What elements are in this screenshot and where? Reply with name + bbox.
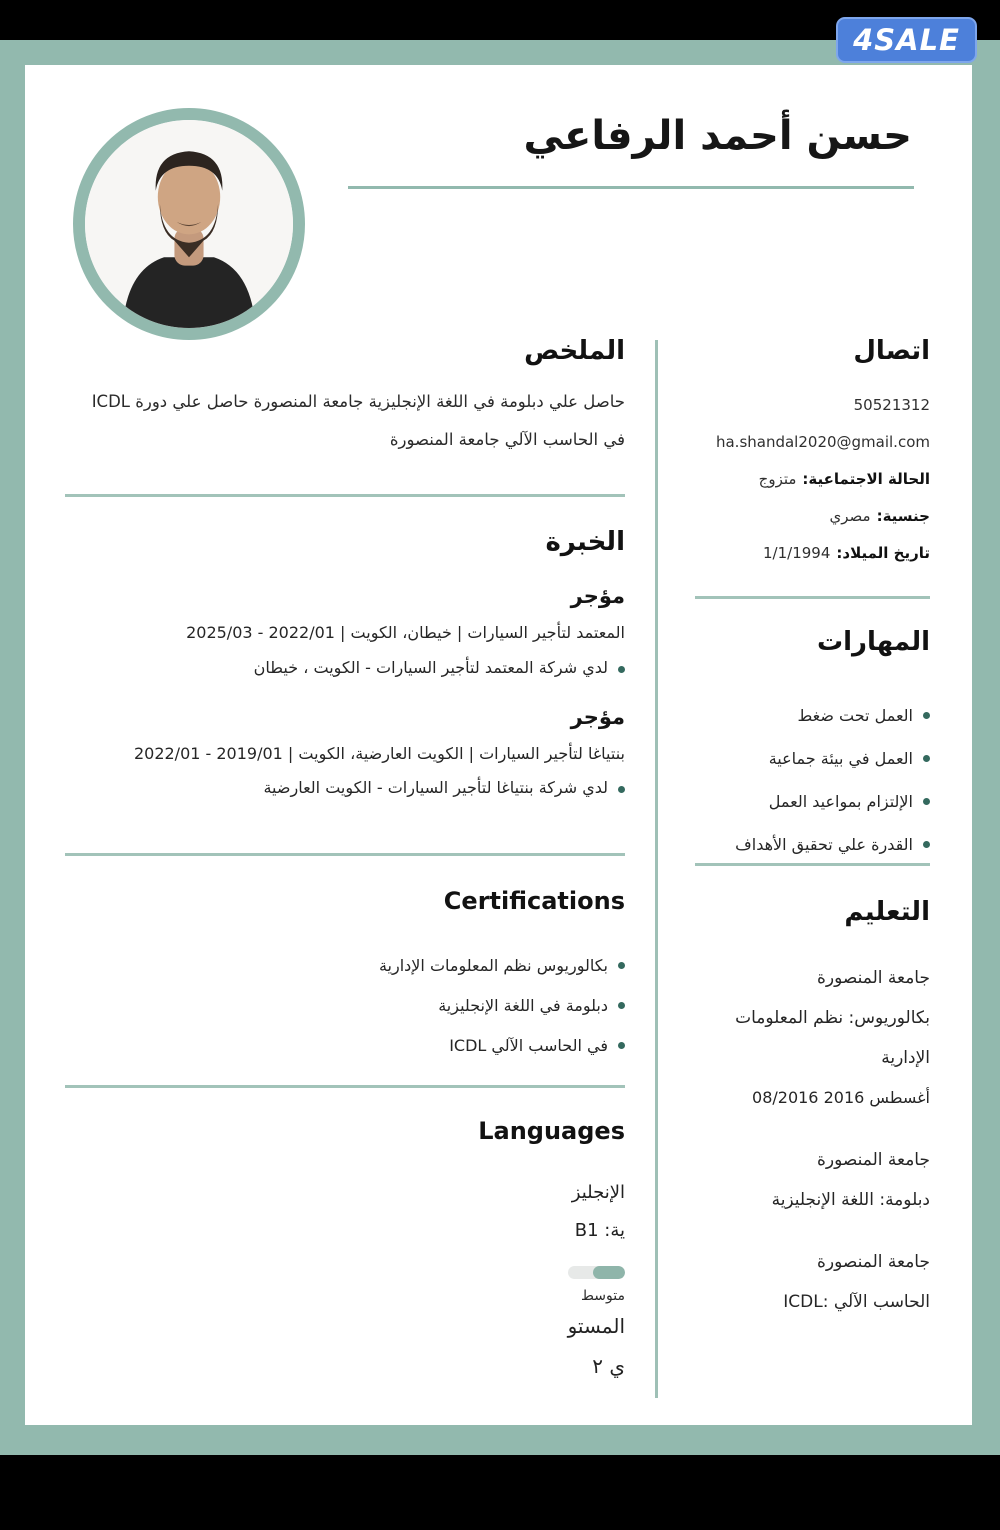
section-contact [695,336,930,572]
skill-text: العمل تحت ضغط [797,706,913,726]
section-experience [65,527,625,797]
certification-text: ICDL في الحاسب الآلي [449,1035,608,1055]
job-role: مؤجر [570,704,625,729]
experience-entry [65,705,625,797]
language-name-line2: ية: B1 [574,1219,625,1241]
marital-status-label: الحالة الاجتماعية: [802,470,930,489]
avatar-image [85,120,293,328]
certification-item [65,1026,625,1066]
section-divider [65,1085,625,1088]
email-address: ha.shandal2020@gmail.com [715,433,930,452]
bullet-dot-icon [618,1002,625,1009]
section-languages [65,1117,625,1384]
education-entry [695,958,930,1118]
nationality-row [695,498,930,535]
education-school: جامعة المنصورة [816,968,930,989]
summary-title: الملخص [524,336,625,366]
experience-title: الخبرة [545,527,625,557]
education-degree: دبلومة: اللغة الإنجليزية [771,1190,930,1211]
bullet-dot-icon [618,1042,625,1049]
certification-item [65,946,625,986]
skill-item [695,737,930,780]
section-divider [695,863,930,866]
skills-title: المهارات [816,627,930,657]
language-level-word: متوسط [581,1287,625,1304]
section-divider [65,494,625,497]
nationality-label: جنسية: [876,507,930,526]
skill-item [695,694,930,737]
section-divider [695,596,930,599]
bullet-dot-icon [923,755,930,762]
skill-text: العمل في بيئة جماعية [768,749,913,769]
language-name-line1: الإنجليز [571,1181,625,1203]
skills-list [695,694,930,866]
bullet-dot-icon [923,712,930,719]
marital-status-row [695,461,930,498]
bullet-dot-icon [618,786,625,793]
skill-text: الإلتزام بمواعيد العمل [768,792,913,812]
4sale-logo [836,17,977,63]
phone-number: 50521312 [853,396,930,415]
education-title: التعليم [844,897,930,927]
skill-text: القدرة علي تحقيق الأهداف [735,835,913,855]
skill-item [695,780,930,823]
bullet-dot-icon [618,962,625,969]
education-school: جامعة المنصورة [816,1252,930,1273]
certifications-list [65,946,625,1066]
bullet-dot-icon [923,798,930,805]
education-degree: ICDL: الحاسب الآلي [783,1292,930,1313]
job-bullet-text: لدي شركة بنتياغا لتأجير السيارات - الكويت العارضية [263,777,608,797]
job-meta: بنتياغا لتأجير السيارات | الكويت العارضية، الكويت | 2019/01 ‏- 2022/01 [133,743,625,763]
section-education [695,897,930,1322]
experience-entry [65,584,625,676]
certifications-title: Certifications [443,887,625,915]
birthdate-value: 1/1/1994 [763,544,831,563]
language-level-line2: ي ٢ [592,1353,625,1378]
education-entry [695,1140,930,1220]
nationality-value: مصري [829,507,871,526]
resume-card [25,65,972,1425]
language-level-line1: المستو [567,1313,625,1338]
certification-text: بكالوريوس نظم المعلومات الإدارية [378,955,608,975]
skill-item [695,823,930,866]
bullet-dot-icon [618,666,625,673]
section-skills [695,627,930,866]
marital-status-value: متزوج [758,470,797,489]
section-divider [65,853,625,856]
name-underline [348,186,914,189]
job-bullet-text: لدي شركة المعتمد لتأجير السيارات - الكويت ، خيطان [253,657,608,677]
certification-text: دبلومة في اللغة الإنجليزية [438,995,608,1015]
summary-text: حاصل علي دبلومة في اللغة الإنجليزية جامعة المنصورة حاصل علي دورة ICDL في الحاسب الآلي جامعة المنصورة [91,392,625,450]
section-certifications [65,887,625,1066]
job-role: مؤجر [570,584,625,609]
job-bullet-row [65,658,625,677]
name-heading: حسن أحمد الرفاعي [523,113,912,159]
4sale-logo-text: 4SALE [853,23,960,57]
job-bullet-row [65,778,625,797]
language-level-fill [593,1266,625,1279]
certification-item [65,986,625,1026]
birthdate-row [695,535,930,572]
column-divider [655,340,658,1398]
education-date: أغسطس 2016 ‏08/2016 [752,1088,930,1108]
job-meta: المعتمد لتأجير السيارات | خيطان، الكويت | 2022/01 ‏- 2025/03 [186,623,625,643]
language-level-bar [568,1266,625,1279]
education-degree: بكالوريوس: نظم المعلومات الإدارية [735,1008,930,1069]
section-summary [65,336,625,459]
education-entry [695,1242,930,1322]
contact-body [695,387,930,572]
bullet-dot-icon [923,841,930,848]
languages-title: Languages [478,1117,625,1145]
profile-photo [73,108,305,340]
contact-title: اتصال [853,336,930,366]
bottom-bar [0,1455,1000,1530]
birthdate-label: تاريخ الميلاد: [836,544,930,563]
education-school: جامعة المنصورة [816,1150,930,1171]
